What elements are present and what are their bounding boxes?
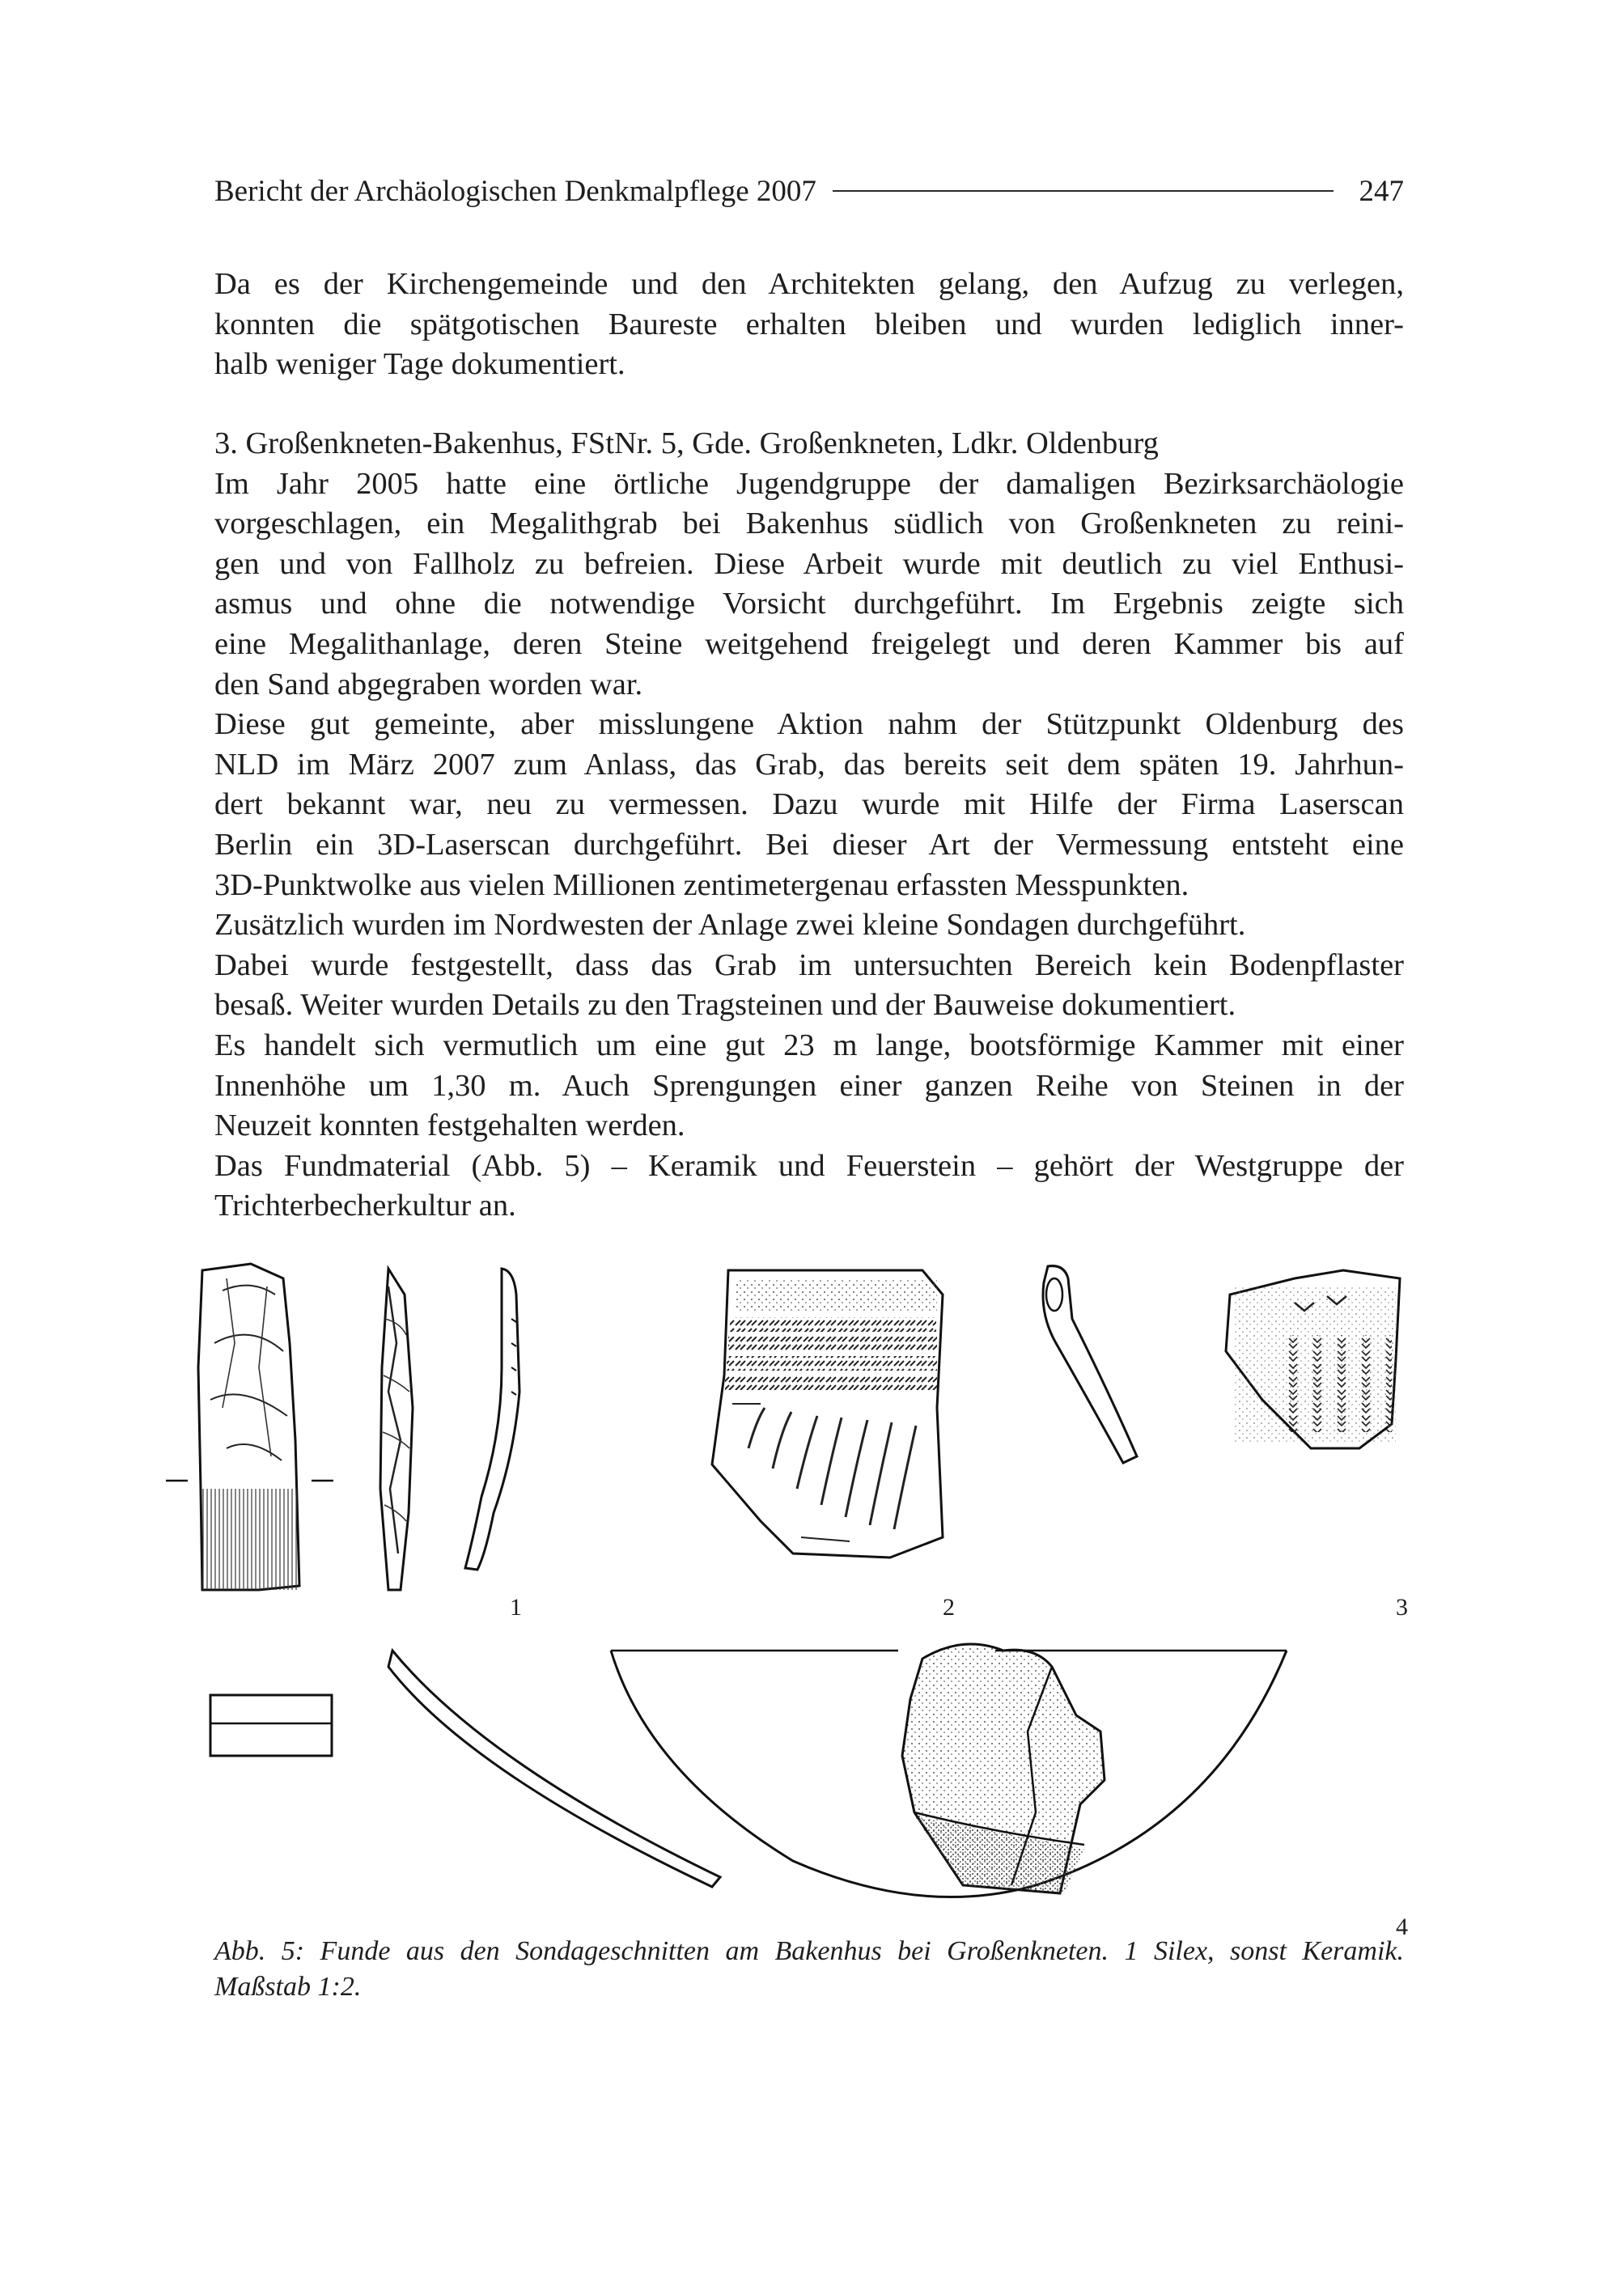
figure-abb-5: [146, 1246, 1473, 1940]
figure-label-4: 4: [1396, 1914, 1408, 1940]
text-line: 3D-Punktwolke aus vielen Millionen zentimetergenau erfassten Messpunkten.: [214, 867, 1189, 902]
text-line: NLD im März 2007 zum Anlass, das Grab, das bereits seit dem späten 19. Jahrhun-: [214, 747, 1404, 782]
text-line: besaß. Weiter wurden Details zu den Tragsteinen und der Bauweise dokumentiert.: [214, 988, 1236, 1023]
text-line: Es handelt sich vermutlich um eine gut 23 m lange, bootsförmige Kammer mit einer: [214, 1028, 1404, 1062]
sherd-profile-3: [1043, 1266, 1137, 1463]
text-line: Im Jahr 2005 hatte eine örtliche Jugendgruppe der damaligen Bezirksarchäologie: [214, 466, 1404, 501]
rim-section-4: [210, 1695, 332, 1756]
rim-profile-4: [388, 1651, 720, 1887]
text-line: asmus und ohne die notwendige Vorsicht durchgeführt. Im Ergebnis zeigte sich: [214, 587, 1404, 621]
silex-blade-front: [166, 1264, 333, 1590]
text-line: Da es der Kirchengemeinde und den Architekten gelang, den Aufzug zu verlegen,: [214, 267, 1404, 301]
text-line: gen und von Fallholz zu befreien. Diese Arbeit wurde mit deutlich zu viel Enthusi-: [214, 546, 1404, 581]
text-line: eine Megalithanlage, deren Steine weitgehend freigelegt und deren Kammer bis auf: [214, 626, 1404, 661]
decorated-sherd-2: [712, 1270, 943, 1558]
bowl-reconstruction-4: [611, 1644, 1287, 1897]
text-line: Berlin ein 3D-Laserscan durchgeführt. Bei dieser Art der Vermessung entsteht eine: [214, 827, 1404, 862]
section-heading: 3. Großenkneten-Bakenhus, FStNr. 5, Gde. Großenkneten, Ldkr. Oldenburg: [214, 426, 1159, 460]
intro-paragraph: [214, 265, 1404, 385]
text-line: Trichterbecherkultur an.: [214, 1189, 516, 1223]
text-line: Innenhöhe um 1,30 m. Auch Sprengungen einer ganzen Reihe von Steinen in der: [214, 1068, 1404, 1103]
header-rule: [833, 190, 1334, 192]
silex-blade-side: [380, 1269, 413, 1590]
section-3: [214, 424, 1404, 1227]
text-line: Neuzeit konnten festgehalten werden.: [214, 1108, 685, 1143]
text-line: dert bekannt war, neu zu vermessen. Dazu wurde mit Hilfe der Firma Laserscan: [214, 787, 1404, 822]
figure-label-3: 3: [1396, 1594, 1408, 1621]
text-line: konnten die spätgotischen Baureste erhalten bleiben und wurden lediglich inner-: [214, 307, 1404, 341]
sherd-profile-1: [465, 1269, 519, 1570]
text-line: halb weniger Tage dokumentiert.: [214, 347, 625, 382]
text-line: den Sand abgegraben worden war.: [214, 667, 643, 701]
caption-line: Maßstab 1:2.: [214, 1972, 362, 2002]
artifact-drawings: [146, 1246, 1473, 1926]
running-header: [214, 168, 1404, 214]
text-line: Zusätzlich wurden im Nordwesten der Anlage zwei kleine Sondagen durchgeführt.: [214, 908, 1246, 943]
caption-line: Abb. 5: Funde aus den Sondageschnitten am Bakenhus bei Großenkneten. 1 Silex, sonst Keramik.: [214, 1936, 1404, 1966]
running-title: Bericht der Archäologischen Denkmalpflege 2007: [214, 174, 816, 208]
figure-label-1: 1: [510, 1594, 522, 1621]
decorated-sherd-3: [1226, 1270, 1400, 1448]
figure-caption: [214, 1934, 1404, 2005]
figure-label-2: 2: [943, 1594, 955, 1621]
text-line: Diese gut gemeinte, aber misslungene Aktion nahm der Stützpunkt Oldenburg des: [214, 707, 1404, 742]
text-line: Das Fundmaterial (Abb. 5) – Keramik und Feuerstein – gehört der Westgruppe der: [214, 1148, 1404, 1183]
text-line: vorgeschlagen, ein Megalithgrab bei Bakenhus südlich von Großenkneten zu reini-: [214, 506, 1404, 541]
text-line: Dabei wurde festgestellt, dass das Grab im untersuchten Bereich kein Bodenpflaster: [214, 947, 1404, 982]
page-number: 247: [1359, 174, 1404, 208]
